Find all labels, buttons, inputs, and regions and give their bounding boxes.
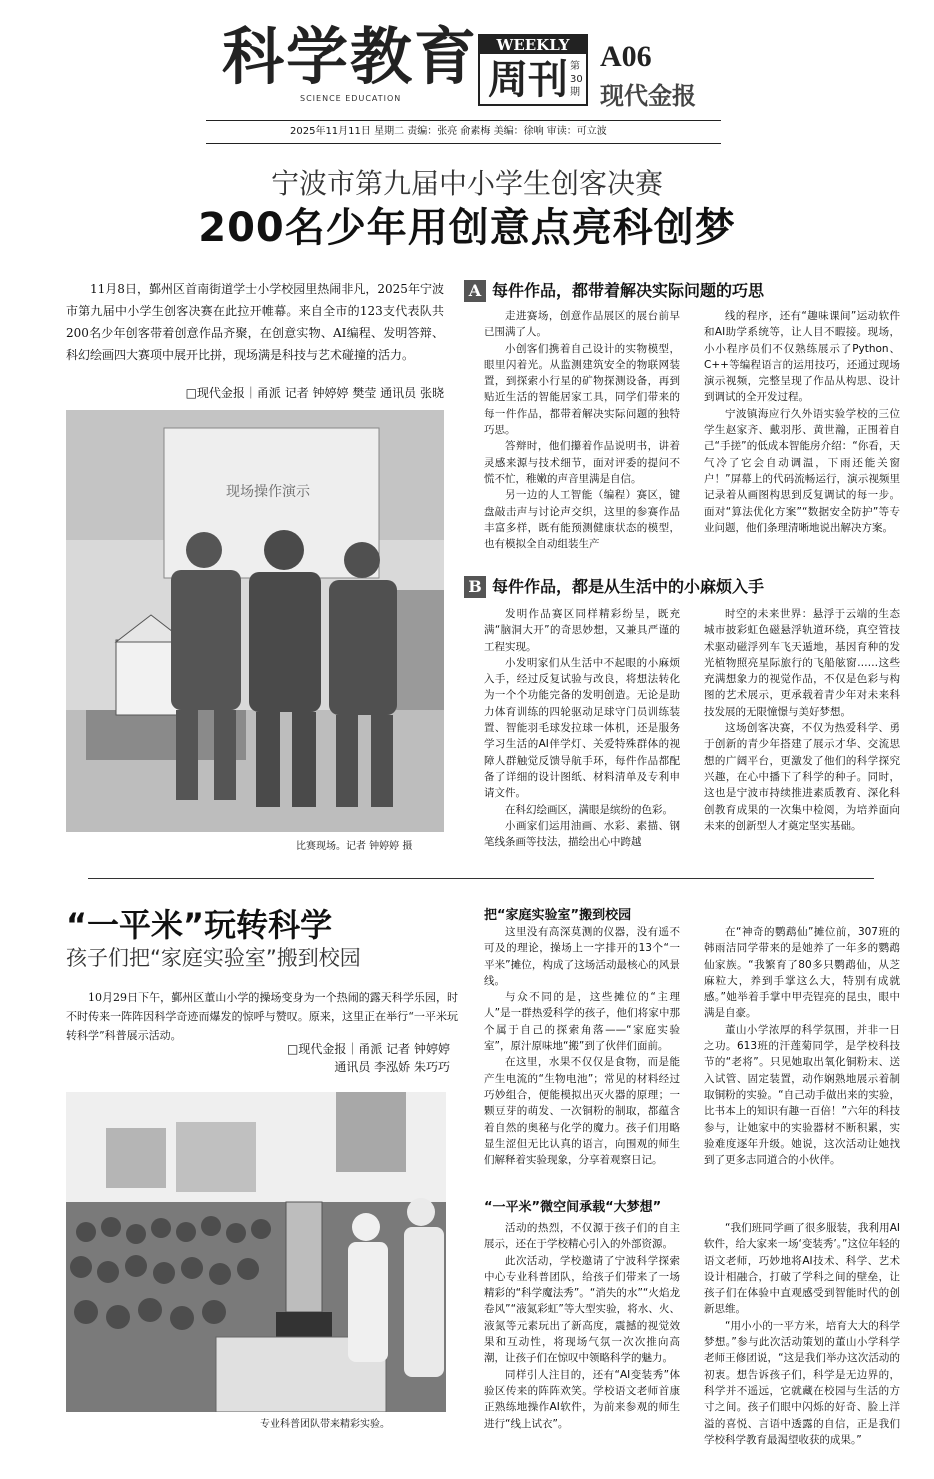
paragraph: 线的程序，还有“趣味课间”运动软件和AI助学系统等，让人目不暇接。现场，小小程序员们不仅熟练展示了Python、C++等编程语言的运用技巧，还通过现场演示视频，完整呈现了作品从构思、设计到调试的全开发过程。 xyxy=(704,310,900,404)
weekly-badge xyxy=(478,34,588,106)
section-a-col1 xyxy=(484,308,680,563)
second-photo-caption: 专业科普团队带来精彩实验。 xyxy=(260,1419,390,1430)
paragraph: 宁波镇海应行久外语实验学校的三位学生赵家齐、戴羽彤、黄世瀚，正围着自己“手搓”的低成本智能房介绍：“你看，天气冷了它会自动调温，下雨还能关窗户！”屏幕上的代码流畅运行，演示视频里记录着从画图构思到反复调试的每一步。面对“算法优化方案”“数据安全防护”等专业问题，他们条理清晰地说出解决方案。 xyxy=(704,407,900,534)
section-b-letter: B xyxy=(464,576,486,598)
paragraph: 在科幻绘画区，满眼是缤纷的色彩。 xyxy=(505,803,673,816)
paragraph: 此次活动，学校邀请了宁波科学探索中心专业科普团队，给孩子们带来了一场精彩的“科学魔法秀”。“消失的水”“火焰龙卷风”“液氮彩虹”等大型实验，将水、火、液氮等元素玩出了新高度，震撼的视觉效果和互动性，将现场气氛一次次推向高潮，让孩子们在惊叹中领略科学的魅力。 xyxy=(484,1254,680,1365)
section-a-title: 每件作品，都带着解决实际问题的巧思 xyxy=(492,281,765,300)
top-story-headline: 200名少年用创意点亮科创梦 xyxy=(198,205,736,251)
top-story-byline: □现代金报｜甬派 记者 钟婷婷 樊莹 通讯员 张晓 xyxy=(185,386,444,400)
section-b-col2 xyxy=(704,606,900,854)
paragraph: 活动的热烈，不仅源于孩子们的自主展示，还在于学校精心引入的外部资源。 xyxy=(484,1222,680,1251)
photo-screen-text: 现场操作演示 xyxy=(226,484,310,500)
masthead-title: 科学教育 xyxy=(222,20,479,93)
section-a-col2 xyxy=(704,308,900,563)
paragraph: 同样引人注目的，还有“AI变装秀”体验区传来的阵阵欢笑。学校语文老师首康正熟练地操作AI软件，为前来参观的师生进行“线上试衣”。 xyxy=(484,1368,680,1430)
weekly-cn-label: 周刊 xyxy=(488,56,568,103)
paragraph: 发明作品赛区同样精彩纷呈，既充满“脑洞大开”的奇思妙想，又兼具严谨的工程实现。 xyxy=(484,608,680,653)
second-story-lead: 10月29日下午，鄞州区董山小学的操场变身为一个热闹的露天科学乐园，时不时传来一阵阵因科学奇迹而爆发的惊呼与赞叹。原来，这里正在举行“一平米玩转科学”科普展示活动。 xyxy=(66,991,458,1042)
masthead-subtitle: SCIENCE EDUCATION xyxy=(300,94,402,103)
paragraph: 小画家们运用油画、水彩、素描、钢笔线条画等技法，描绘出心中跨越 xyxy=(484,819,680,849)
contest-scene-illustration xyxy=(66,410,444,832)
weekly-en-label: WEEKLY xyxy=(480,36,586,54)
paragraph: 另一边的人工智能（编程）赛区，键盘敲击声与讨论声交织，这里的参赛作品丰富多样，既有能预测健康状态的模型，也有模拟全自动组装生产 xyxy=(484,489,680,551)
top-story-photo xyxy=(66,410,444,832)
crowd-experiment-illustration xyxy=(66,1092,446,1412)
section-b-col1 xyxy=(484,606,680,854)
paper-name: 现代金报 xyxy=(600,82,696,110)
dateline: 2025年11月11日 星期二 责编：张亮 俞素梅 美编：徐响 审读：可立波 xyxy=(206,120,721,144)
top-story-kicker: 宁波市第九届中小学生创客决赛 xyxy=(270,167,663,200)
section-divider xyxy=(88,878,874,879)
issue-number: 第30期 xyxy=(570,61,583,98)
page-number: A06 xyxy=(600,40,652,73)
paragraph: 这里没有高深莫测的仪器，没有遥不可及的理论，操场上一字排开的13个“一平米”摊位，构成了这场活动最核心的风景线。 xyxy=(484,926,680,987)
second-story-subtitle: 孩子们把“家庭实验室”搬到校园 xyxy=(66,946,361,970)
paragraph: 走进赛场，创意作品展区的展台前早已围满了人。 xyxy=(484,310,680,339)
part1-col2 xyxy=(704,924,900,1180)
paragraph: 小发明家们从生活中不起眼的小麻烦入手，经过反复试验与改良，将想法转化为一个个功能完备的发明创造。无论是助力体育训练的四轮驱动足球守门员训练装置、智能羽毛球发拉球一体机，还是服务学习生活的AI伴学灯、关爱特殊群体的视障人群触觉反馈导航手环，每件作品都配备了详细的设计图纸、材料清单及专利申请文件。 xyxy=(484,656,680,800)
paragraph: “用小小的一平方米，培育大大的科学梦想。”参与此次活动策划的董山小学科学老师王修团说，“这是我们举办这次活动的初衷。想告诉孩子们，科学是无边界的，科学并不遥远，它就藏在校园与生活的方寸之间。孩子们眼中闪烁的好奇、脸上洋溢的喜悦、言语中透露的自信，正是我们学校科学教育最渴望收获的成果。” xyxy=(704,1319,900,1446)
paragraph: 与众不同的是，这些摊位的“主理人”是一群热爱科学的孩子，他们将家中那个属于自己的探索角落——“家庭实验室”，原汁原味地“搬”到了伙伴们面前。 xyxy=(484,991,680,1053)
second-story-byline xyxy=(66,1040,450,1076)
part1-title: 把“家庭实验室”搬到校园 xyxy=(484,908,632,923)
second-story-title: “一平米”玩转科学 xyxy=(66,906,333,944)
top-story-lead: 11月8日，鄞州区首南街道学士小学校园里热闹非凡，2025年宁波市第九届中小学生创客决赛在此拉开帷幕。来自全市的123支代表队共200名少年创客带着创意作品齐聚，在创意实物、AI编程、发明答辩、科幻绘画四大赛项中展开比拼，现场满是科技与艺术碰撞的活力。 xyxy=(66,282,444,362)
section-a-heading xyxy=(464,280,884,302)
paragraph: 董山小学浓厚的科学氛围，并非一日之功。613班的汗莲菊同学，是学校科技节的“老将”。只见她取出氧化铜粉末、送入试管、固定装置，动作娴熟地展示着制取铜粉的实验。“自己动手做出来的实验，比书本上的知识有趣一百倍！”六年的科技参与，让她家中的实验器材不断积累，实验难度逐年升级。她说，这次活动让她找到了更多志同道合的小伙伴。 xyxy=(704,1023,900,1167)
section-b-heading xyxy=(464,576,884,598)
top-photo-caption: 比赛现场。记者 钟婷婷 摄 xyxy=(296,841,413,852)
byline-line: 通讯员 李泓娇 朱巧巧 xyxy=(334,1060,450,1074)
paragraph: “我们班同学画了很多服装，我利用AI软件，给大家来一场‘变装秀’。”这位年轻的语文老师，巧妙地将AI技术、科学、艺术设计相融合，打破了学科之间的壁垒，让孩子们在体验中直观感受到智能时代的创新思维。 xyxy=(704,1222,900,1316)
section-b-title: 每件作品，都是从生活中的小麻烦入手 xyxy=(492,577,765,596)
paragraph: 在“神奇的鹦鹉仙”摊位前，307班的韩雨洁同学带来的是她养了一年多的鹦鹉仙家族。“我繁育了80多只鹦鹉仙，从芝麻粒大，养到手掌这么大，特别有成就感。”她举着手掌中甲壳锃亮的昆虫，眼中满是自豪。 xyxy=(704,926,900,1020)
part2-col2 xyxy=(704,1220,900,1468)
part2-title: “一平米”微空间承载“大梦想” xyxy=(484,1200,662,1215)
paragraph: 答辩时，他们攥着作品说明书，讲着灵感来源与技术细节，面对评委的提问不慌不忙，稚嫩的声音里满是自信。 xyxy=(484,440,680,485)
paragraph: 这场创客决赛，不仅为热爱科学、勇于创新的青少年搭建了展示才华、交流思想的广阔平台，更激发了他们的科学探究兴趣，在心中播下了科学的种子。同时，这也是宁波市持续推进素质教育、深化科创教育成果的一次集中检阅，为培养面向未来的创新型人才奠定坚实基础。 xyxy=(704,722,900,832)
section-a-letter: A xyxy=(464,280,486,302)
paragraph: 小创客们携着自己设计的实物模型，眼里闪着光。从监测建筑安全的物联网装置，到探索小行星的矿物探测设备，再到贴近生活的智能居家工具，同学们带来的每一件作品，都带着解决实际问题的独特巧思。 xyxy=(484,342,680,437)
byline-line: □现代金报｜甬派 记者 钟婷婷 xyxy=(287,1042,450,1056)
paragraph: 时空的未来世界：悬浮于云端的生态城市披彩虹色磁悬浮轨道环绕，真空管技术驱动磁浮列车飞天遁地，基因育种的发光植物照亮星际旅行的飞船舷窗……这些充满想象力的视觉作品，不仅是色彩与构图的艺术展示，更承载着青少年对未来科技发展的无限憧憬与美好梦想。 xyxy=(704,608,900,718)
second-story-photo xyxy=(66,1092,446,1412)
paragraph: 在这里，水果不仅仅是食物，而是能产生电流的“生物电池”；常见的材料经过巧妙组合，便能模拟出灭火器的原理；一颗豆芽的萌发、一次铜粉的制取，都蕴含着自然的奥秘与化学的魔力。孩子们用略显生涩但无比认真的语言，向围观的师生们解释着实验现象，分享着观察日记。 xyxy=(484,1056,680,1167)
part2-col1 xyxy=(484,1220,680,1468)
part1-col1 xyxy=(484,924,680,1180)
